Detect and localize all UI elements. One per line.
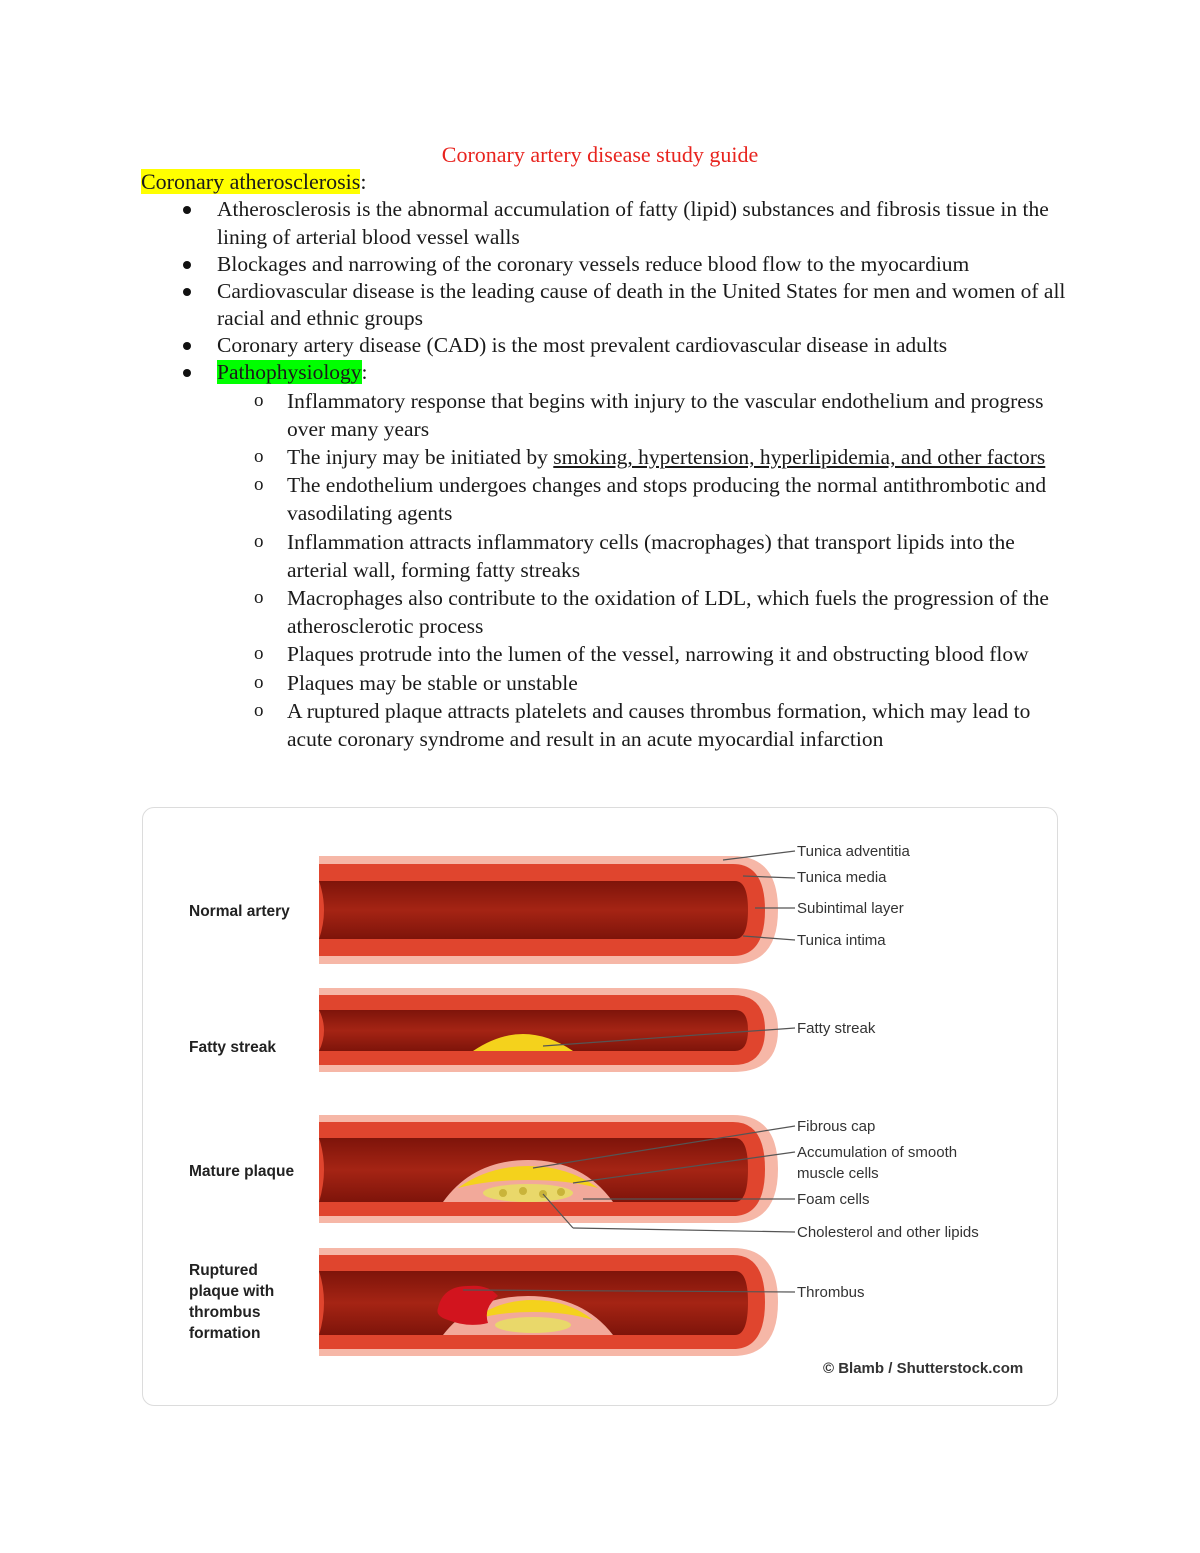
section-heading-colon: : xyxy=(360,169,367,194)
sub-item xyxy=(217,443,1071,471)
annotation-fatty-streak: Fatty streak xyxy=(797,1020,876,1037)
annotation-smooth-muscle-2: muscle cells xyxy=(797,1165,879,1182)
stage-label-ruptured-3: thrombus xyxy=(189,1304,261,1321)
bullet-item-pathophysiology xyxy=(141,359,1071,753)
bullet-list xyxy=(141,196,1071,753)
annotation-tunica-adventitia: Tunica adventitia xyxy=(797,843,910,860)
annotation-thrombus: Thrombus xyxy=(797,1284,865,1301)
vessel-normal xyxy=(319,856,778,964)
section-heading xyxy=(141,169,366,195)
pathophysiology-colon: : xyxy=(361,360,368,384)
sub-item: o Inflammation attracts inflammatory cells (macrophages) that transport lipids into the arterial wall, forming fatty streaks xyxy=(217,528,1071,584)
bullet-item: Coronary artery disease (CAD) is the most prevalent cardiovascular disease in adults xyxy=(141,332,1071,360)
annotation-foam-cells: Foam cells xyxy=(797,1191,870,1208)
image-credit: © Blamb / Shutterstock.com xyxy=(823,1360,1024,1377)
artery-diagram-svg xyxy=(143,808,1057,1405)
vessel-ruptured-plaque xyxy=(319,1248,778,1356)
sub-item-text: The injury may be initiated by xyxy=(287,444,554,469)
bullet-item: Cardiovascular disease is the leading cause of death in the United States for men and women of all racial and ethnic groups xyxy=(141,278,1071,333)
pathophysiology-sublist xyxy=(217,387,1071,754)
vessel-mature-plaque xyxy=(319,1115,778,1223)
section-heading-highlight: Coronary atherosclerosis xyxy=(141,169,361,194)
page-title: Coronary artery disease study guide xyxy=(441,142,759,167)
vessel-fatty-streak xyxy=(319,988,778,1072)
sub-item: o A ruptured plaque attracts platelets and causes thrombus formation, which may lead to acute coronary syndrome and result in an acute myocardial infarction xyxy=(217,697,1071,753)
sub-item: o Plaques may be stable or unstable xyxy=(217,669,1071,697)
stage-label-fatty: Fatty streak xyxy=(189,1039,277,1056)
bullet-item: Blockages and narrowing of the coronary vessels reduce blood flow to the myocardium xyxy=(141,251,1071,279)
sub-item: o The endothelium undergoes changes and stops producing the normal antithrombotic and vasodilating agents xyxy=(217,471,1071,527)
annotation-fibrous-cap: Fibrous cap xyxy=(797,1118,876,1135)
stage-label-mature: Mature plaque xyxy=(189,1163,295,1180)
stage-label-ruptured-4: formation xyxy=(189,1325,261,1342)
sub-item: o Plaques protrude into the lumen of the vessel, narrowing it and obstructing blood flow xyxy=(217,640,1071,668)
stage-label-ruptured-2: plaque with xyxy=(189,1283,275,1300)
artery-diagram xyxy=(142,807,1058,1406)
annotation-tunica-media: Tunica media xyxy=(797,869,887,886)
pathophysiology-label: Pathophysiology xyxy=(217,360,362,384)
sub-item: o Inflammatory response that begins with injury to the vascular endothelium and progress over many years xyxy=(217,387,1071,443)
annotation-cholesterol: Cholesterol and other lipids xyxy=(797,1224,979,1241)
annotation-tunica-intima: Tunica intima xyxy=(797,932,886,949)
stage-label-ruptured-1: Ruptured xyxy=(189,1262,258,1279)
annotation-subintimal-layer: Subintimal layer xyxy=(797,900,904,917)
bullet-item: Atherosclerosis is the abnormal accumulation of fatty (lipid) substances and fibrosis tissue in the lining of arterial blood vessel walls xyxy=(141,196,1071,251)
annotation-smooth-muscle-1: Accumulation of smooth xyxy=(797,1144,958,1161)
sub-item: o Macrophages also contribute to the oxidation of LDL, which fuels the progression of the atherosclerotic process xyxy=(217,584,1071,640)
stage-label-normal: Normal artery xyxy=(189,903,290,920)
risk-factors-underlined: smoking, hypertension, hyperlipidemia, and other factors xyxy=(553,444,1046,469)
